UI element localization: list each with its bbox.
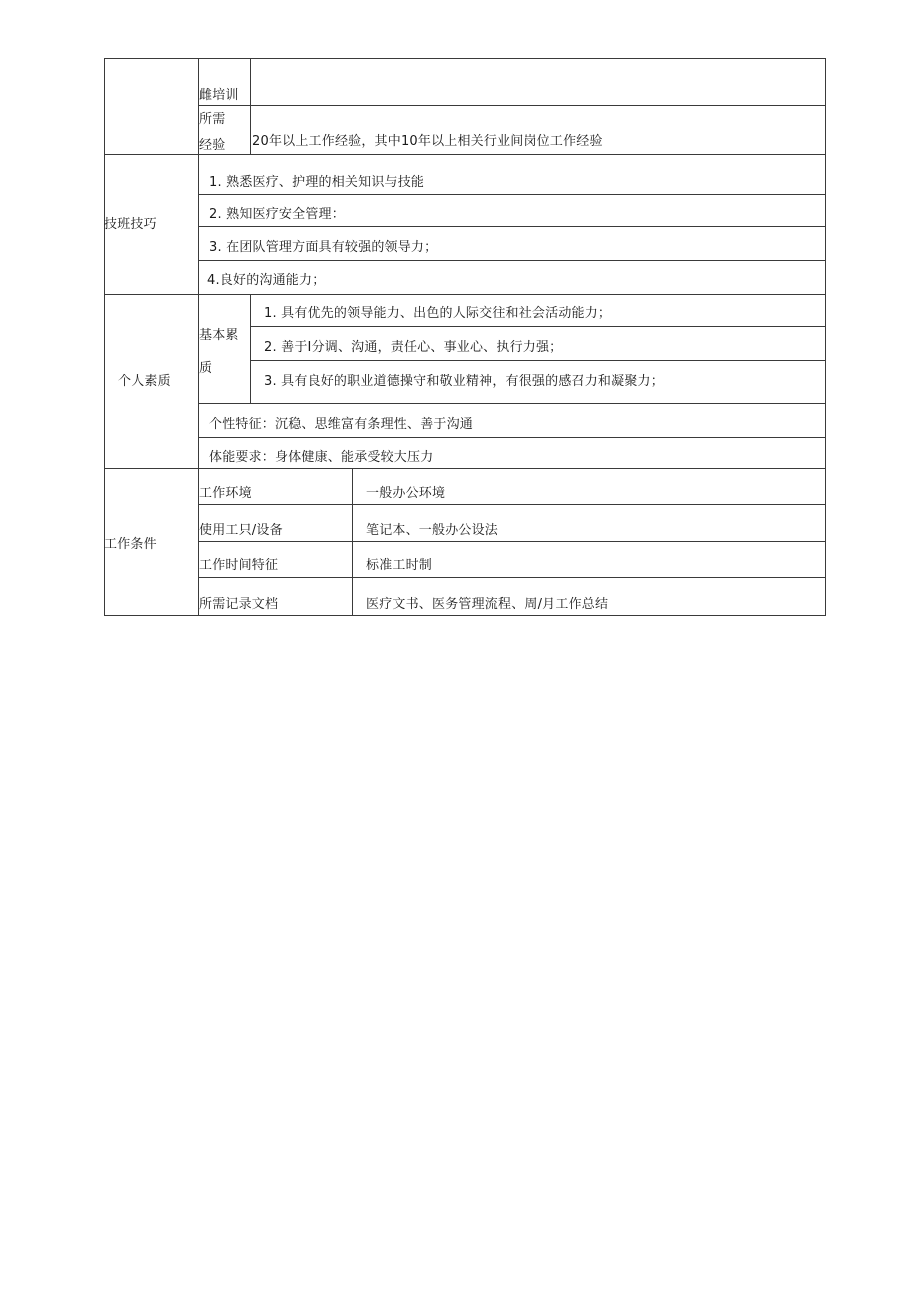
row-divider [250, 326, 826, 327]
condition-value: 医疗文书、医务管理流程、周/月工作总结 [366, 597, 609, 612]
basic-quality-item: 1. 具有优先的领导能力、出色的人际交往和社会活动能力； [264, 306, 612, 321]
row-divider [198, 226, 826, 227]
column-divider [250, 294, 251, 404]
condition-value: 标准工时制 [366, 558, 433, 573]
section-divider [104, 468, 826, 469]
condition-label: 工作时间特征 [199, 558, 279, 573]
experience-value: 20年以上工作经验，其中10年以上相关行业间岗位工作经验 [252, 134, 603, 149]
table-border-top [104, 58, 826, 59]
skill-item: 4.良好的沟通能力； [207, 273, 326, 288]
table-border-left [104, 58, 105, 616]
row-divider [198, 541, 826, 542]
basic-quality-label-line1: 基本累 [199, 328, 239, 343]
section-divider [104, 294, 826, 295]
condition-label: 所需记录文档 [199, 597, 279, 612]
row-divider [198, 403, 826, 404]
personality-traits: 个性特征：沉稳、思维富有条理性、善于沟通 [209, 417, 474, 432]
row-divider [250, 360, 826, 361]
table-border-bottom [104, 615, 826, 616]
row-divider [198, 194, 826, 195]
section-label-conditions: 工作条件 [104, 537, 157, 552]
section-label-skills: 技班技巧 [104, 217, 157, 232]
condition-label: 工作环境 [199, 486, 252, 501]
basic-quality-item: 2. 善于I分调、沟通，责任心、事业心、执行力强； [264, 340, 563, 355]
condition-label: 使用工只/设备 [199, 523, 283, 538]
job-description-table [0, 0, 920, 620]
row-divider [198, 260, 826, 261]
column-divider [250, 58, 251, 155]
condition-value: 一般办公环境 [366, 486, 446, 501]
physical-requirements: 体能要求：身体健康、能承受较大压力 [209, 450, 434, 465]
basic-quality-label-line2: 质 [199, 361, 213, 376]
row-divider [198, 437, 826, 438]
basic-quality-item: 3. 具有良好的职业道德操守和敬业精神，有很强的感召力和凝聚力； [264, 374, 664, 389]
section-label-quality: 个人素质 [118, 374, 171, 389]
table-border-right [825, 58, 826, 616]
experience-label-line1: 所需 [199, 112, 226, 127]
skill-item: 1. 熟悉医疗、护理的相关知识与技能 [209, 175, 425, 190]
experience-label-line2: 经验 [199, 138, 226, 153]
row-divider [198, 504, 826, 505]
skill-item: 3. 在团队管理方面具有较强的领导力； [209, 240, 438, 255]
condition-value: 笔记本、一般办公设法 [366, 523, 499, 538]
skill-item: 2. 熟知医疗安全管理： [209, 207, 345, 222]
training-label: 雌培训 [199, 88, 239, 103]
row-divider [198, 105, 826, 106]
row-divider [198, 577, 826, 578]
column-divider [352, 468, 353, 616]
section-divider [104, 154, 826, 155]
